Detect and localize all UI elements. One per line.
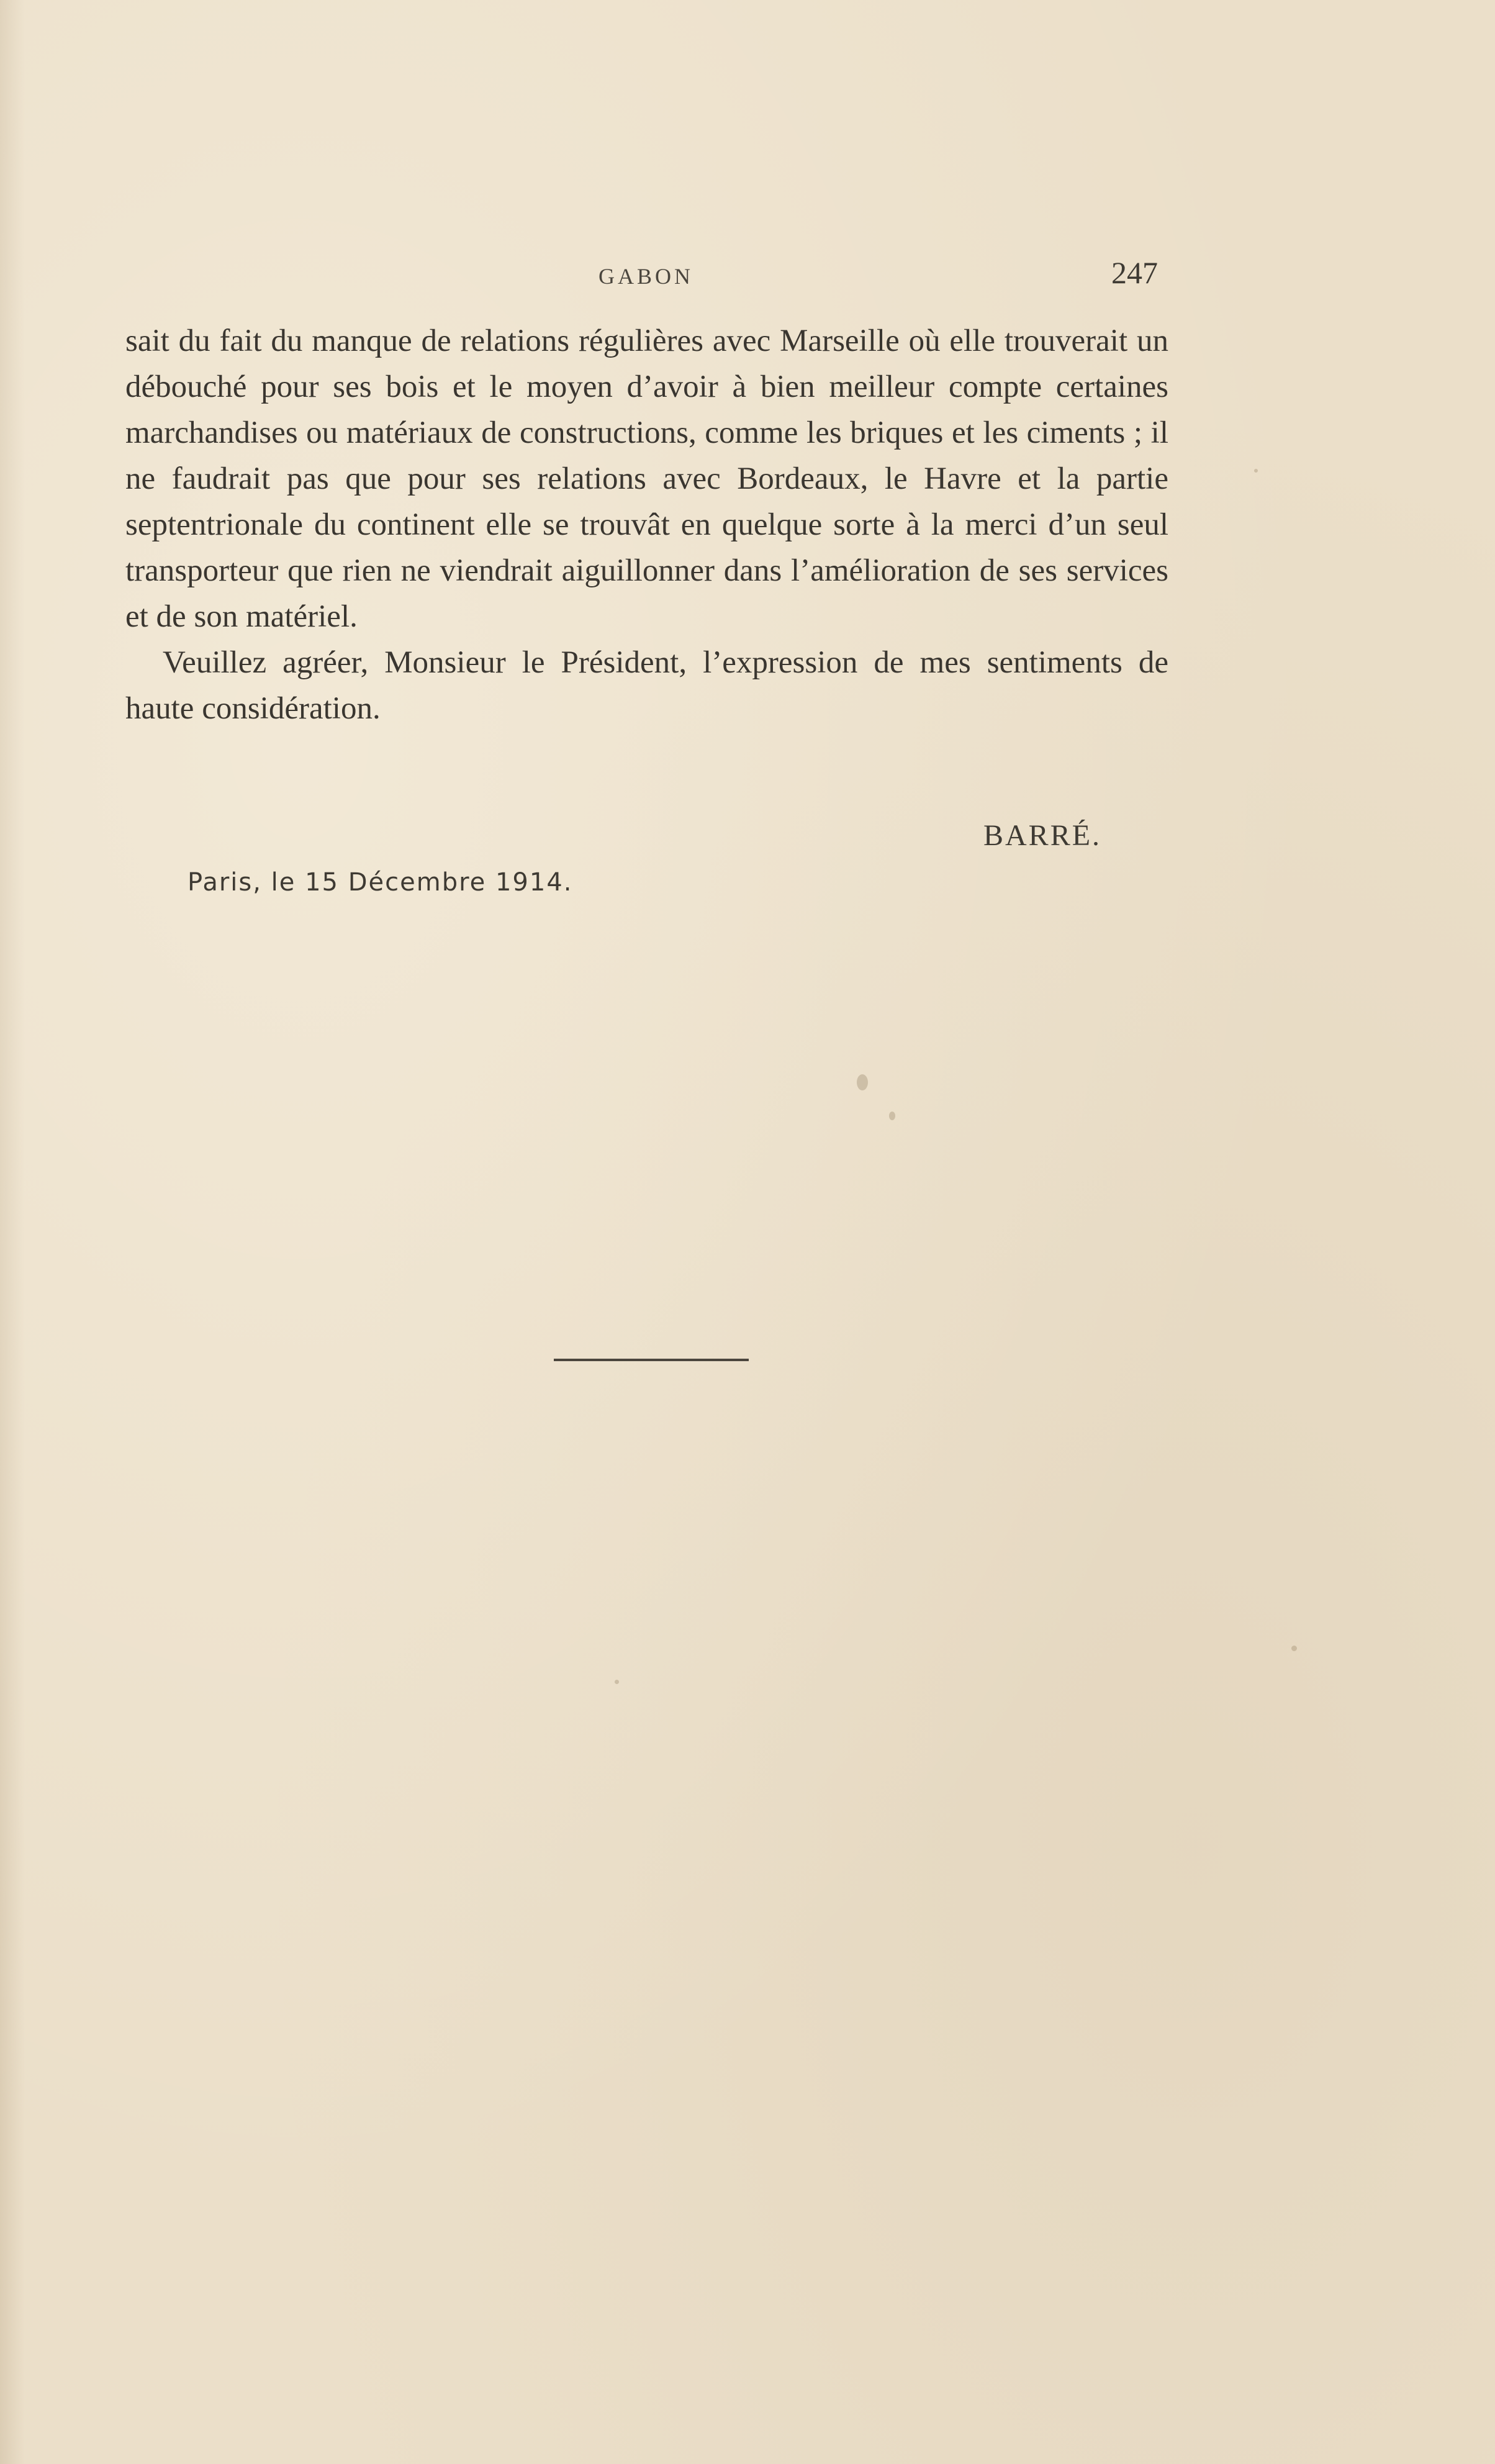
running-title: GABON: [598, 264, 694, 289]
end-rule: [554, 1359, 749, 1361]
paragraph-closing: Veuillez agréer, Monsieur le Président, l’expression de mes sentiments de haute considération.: [125, 645, 1168, 726]
paragraph-continuation: sait du fait du manque de relations régulières avec Marseille où elle trouverait un débouché pour ses bois et le moyen d’avoir à bien meilleur compte certaines marchandises ou matériaux de constructions, comme les briques et les ciments ; il ne faudrait pas que pour ses relations avec Bordeaux, le Havre et la partie septentrionale du continent elle se trouvât en quelque sorte à la merci d’un seul transporteur que rien ne viendrait aiguillonner dans l’amélioration de ses services et de son matériel.: [125, 324, 1168, 634]
paper-speck: [1254, 469, 1258, 473]
paper-speck: [615, 1680, 619, 1684]
signature: BARRÉ.: [983, 819, 1102, 852]
date-line: Paris, le 15 Décembre 1914.: [187, 868, 573, 897]
paper-speck: [1291, 1646, 1297, 1651]
page-number: 247: [1111, 255, 1158, 290]
paper-speck: [889, 1112, 895, 1120]
body-text: [125, 318, 1168, 732]
paper-speck: [857, 1074, 868, 1090]
